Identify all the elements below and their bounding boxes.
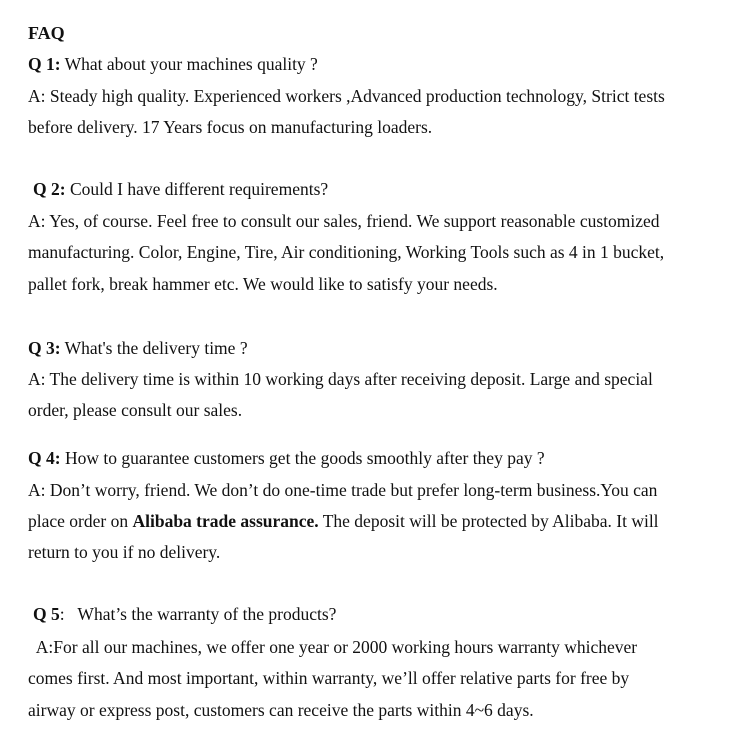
question-1 — [28, 53, 318, 75]
question-4-text: How to guarantee customers get the goods smoothly after they pay ? — [60, 448, 545, 468]
answer-2-line-2: manufacturing. Color, Engine, Tire, Air conditioning, Working Tools such as 4 in 1 bucket, — [28, 242, 665, 262]
question-5-text: : What’s the warranty of the products? — [59, 604, 337, 624]
question-3-label: Q 3: — [28, 338, 61, 358]
answer-4-line-2-pre: place order on — [28, 511, 133, 531]
answer-5-line-3: airway or express post, customers can receive the parts within 4~6 days. — [28, 700, 534, 720]
alibaba-trade-assurance-text: Alibaba trade assurance. — [132, 511, 319, 531]
question-5 — [33, 603, 336, 625]
answer-5-line-1: A:For all our machines, we offer one year or 2000 working hours warranty whichever — [28, 637, 638, 657]
answer-4-line-2 — [28, 510, 659, 532]
answer-5-line-2: comes first. And most important, within warranty, we’ll offer relative parts for free by — [28, 668, 630, 688]
answer-4-line-3: return to you if no delivery. — [28, 542, 221, 562]
answer-3-line-1: A: The delivery time is within 10 working days after receiving deposit. Large and special — [28, 369, 653, 389]
question-1-text: What about your machines quality ? — [60, 54, 318, 74]
question-4 — [28, 447, 545, 469]
question-3 — [28, 337, 248, 359]
question-1-label: Q 1: — [28, 54, 61, 74]
answer-3-line-2: order, please consult our sales. — [28, 400, 243, 420]
answer-1-line-1: A: Steady high quality. Experienced workers ,Advanced production technology, Strict tests — [28, 86, 665, 106]
question-2-text: Could I have different requirements? — [65, 179, 329, 199]
question-2 — [33, 178, 328, 200]
faq-title: FAQ — [28, 23, 65, 43]
question-5-label: Q 5 — [33, 604, 60, 624]
answer-4-line-1: A: Don’t worry, friend. We don’t do one-time trade but prefer long-term business.You can — [28, 480, 658, 500]
question-2-label: Q 2: — [33, 179, 66, 199]
answer-2-line-1: A: Yes, of course. Feel free to consult our sales, friend. We support reasonable customized — [28, 211, 660, 231]
answer-2-line-3: pallet fork, break hammer etc. We would like to satisfy your needs. — [28, 274, 498, 294]
answer-4-line-2-post: The deposit will be protected by Alibaba. It will — [318, 511, 659, 531]
answer-1-line-2: before delivery. 17 Years focus on manufacturing loaders. — [28, 117, 433, 137]
question-4-label: Q 4: — [28, 448, 61, 468]
question-3-text: What's the delivery time ? — [60, 338, 248, 358]
